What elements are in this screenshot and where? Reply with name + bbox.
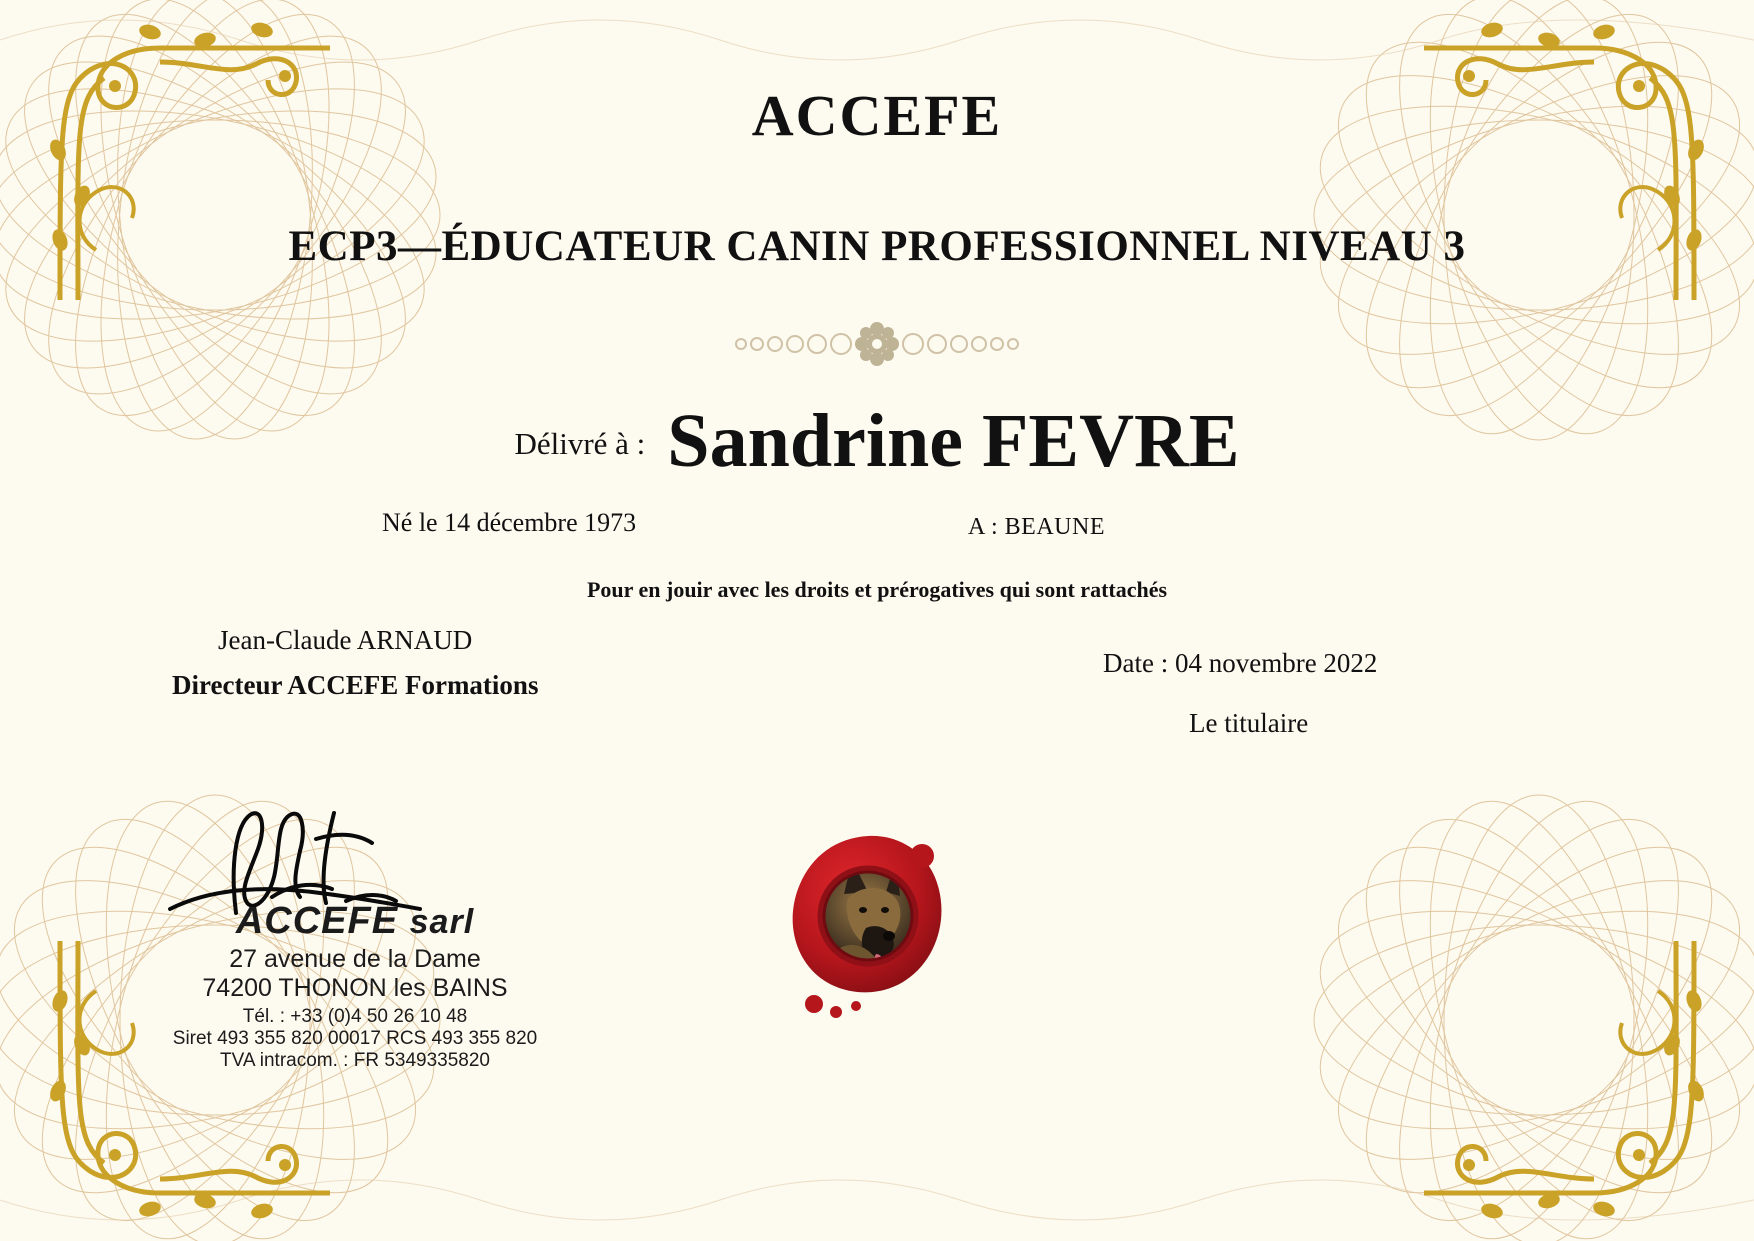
recipient-name: Sandrine FEVRE xyxy=(667,399,1240,483)
director-name: Jean-Claude ARNAUD xyxy=(218,625,473,655)
company-stamp xyxy=(140,900,570,1072)
ornamental-divider-icon xyxy=(727,322,1027,366)
issue-date: Date : 04 novembre 2022 xyxy=(1103,648,1378,678)
stamp-address-line-1: 27 avenue de la Dame xyxy=(229,945,481,973)
wax-seal-icon xyxy=(770,820,970,1020)
birth-place-line: A : BEAUNE xyxy=(968,514,1105,540)
signature-and-stamp-block xyxy=(140,805,570,1071)
stamp-legal-form: sarl xyxy=(409,903,475,941)
recipient-row xyxy=(0,398,1754,485)
delivered-to-label: Délivré à : xyxy=(514,426,646,461)
director-title: Directeur ACCEFE Formations xyxy=(172,670,539,700)
stamp-company-name xyxy=(140,900,570,943)
organization-name: ACCEFE xyxy=(751,83,1003,148)
stamp-address-line-2: 74200 THONON les BAINS xyxy=(202,974,508,1002)
rights-statement: Pour en jouir avec les droits et prérogatives qui sont rattachés xyxy=(586,577,1168,602)
birth-date-line: Né le 14 décembre 1973 xyxy=(382,508,637,537)
stamp-vat: TVA intracom. : FR 5349335820 xyxy=(219,1050,491,1071)
diploma-title: ECP3—ÉDUCATEUR CANIN PROFESSIONNEL NIVEAU 3 xyxy=(288,223,1466,270)
stamp-company-name-text: ACCEFE xyxy=(235,900,399,942)
holder-label: Le titulaire xyxy=(1189,708,1309,738)
stamp-siret: Siret 493 355 820 00017 RCS 493 355 820 xyxy=(172,1028,538,1049)
stamp-phone: Tél. : +33 (0)4 50 26 10 48 xyxy=(242,1006,468,1027)
